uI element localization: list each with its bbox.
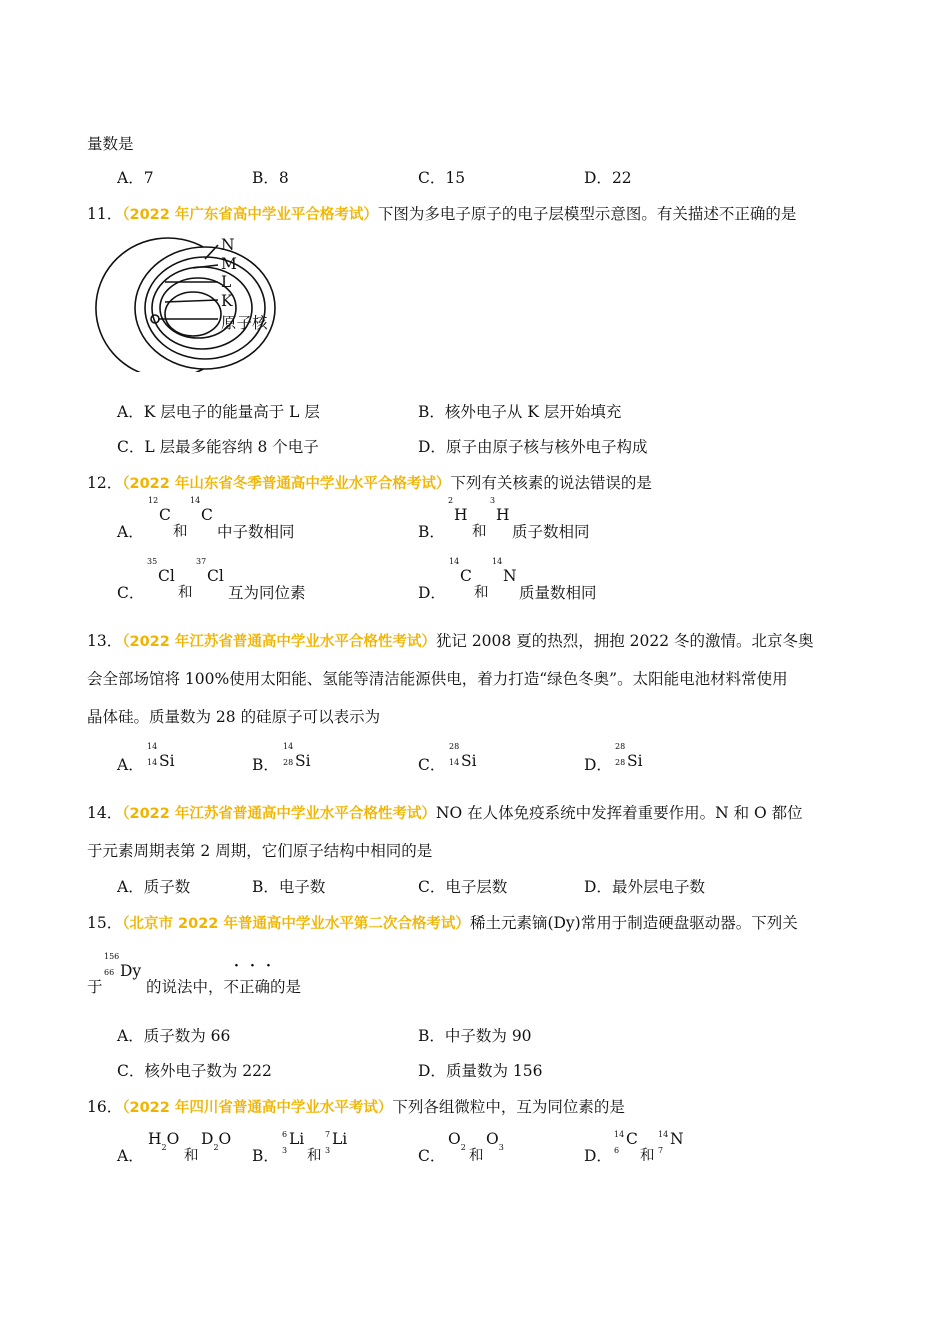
question-number: 11． [87,205,123,223]
q12-d-text: 质量数相同 [519,584,597,602]
emphasis-dot: · [234,958,239,974]
q10-option-c[interactable]: C．15 [418,169,466,187]
q13-header [87,629,814,651]
q12-c-iso1: 35 Cl [147,557,175,585]
q10-option-a[interactable]: A．7 [117,169,154,187]
q13-b-nuclide: 14 28 Si [283,742,311,770]
question-number: 15． [87,914,123,932]
label-nucleus: 原子核 [221,314,268,332]
q13-option-a-letter[interactable]: A． [117,756,144,774]
question-source: （2022 年江苏省普通高中学业水平合格性考试） [122,806,436,822]
q14-option-c[interactable]: C．电子层数 [418,878,508,896]
q13-option-d-letter[interactable]: D． [584,756,612,774]
q13-a-nuclide: 14 14 Si [147,742,175,770]
q12-b-and: 和 [472,524,487,540]
q16-a-formula1: $H_2O$ [148,1130,180,1152]
q16-a-and: 和 [184,1148,199,1164]
q10-option-b[interactable]: B．8 [252,169,289,187]
q12-b-iso1: 2 H [448,496,468,524]
q15-nuclide: 156 66 Dy [104,952,142,980]
q11-option-d[interactable]: D．原子由原子核与核外电子构成 [418,438,648,456]
question-source: （2022 年四川省普通高中学业水平考试） [122,1100,393,1116]
q12-a-iso1: 12 C [148,496,171,524]
label-k: K [221,292,233,310]
q11-option-b[interactable]: B．核外电子从 K 层开始填充 [418,403,622,421]
question-stem: 下列有关核素的说法错误的是 [450,474,652,492]
q16-option-c-letter[interactable]: C． [418,1147,446,1165]
q13-c-nuclide: 28 14 Si [449,742,477,770]
q16-option-d-letter[interactable]: D． [584,1147,612,1165]
q11-option-a[interactable]: A．K 层电子的能量高于 L 层 [117,403,320,421]
q15-option-b[interactable]: B．中子数为 90 [418,1027,532,1045]
q15-stem-prefix: 于 [87,978,103,996]
q16-d-nuclide2: 14 7 N [658,1130,684,1155]
q13-option-b-letter[interactable]: B． [252,756,279,774]
label-n: N [221,236,235,254]
q12-a-iso2: 14 C [190,496,213,524]
question-stem-line1: 稀土元素镝(Dy)常用于制造硬盘驱动器。下列关 [469,914,798,932]
emphasis-dot: · [266,958,271,974]
q12-option-c-letter[interactable]: C． [117,584,145,602]
q16-b-and: 和 [307,1148,322,1164]
q12-d-iso2: 14 N [492,557,517,585]
q12-a-and: 和 [173,524,188,540]
q16-header [87,1095,625,1117]
q13-option-c-letter[interactable]: C． [418,756,446,774]
question-source: （北京市 2022 年普通高中学业水平第二次合格考试） [122,916,470,932]
q16-b-nuclide1: 6 3 Li [282,1130,305,1155]
q12-b-text: 质子数相同 [512,523,590,541]
q16-c-and: 和 [469,1148,484,1164]
q10-option-d[interactable]: D．22 [584,169,632,187]
q14-stem-line2: 于元素周期表第 2 周期，它们原子结构中相同的是 [87,842,433,860]
label-l: L [221,273,232,291]
q12-d-iso1: 14 C [449,557,472,585]
question-number: 16． [87,1098,123,1116]
shell-n [135,247,275,369]
q16-c-formula1: $O_2$ [448,1130,466,1152]
label-m: M [221,255,237,273]
emphasis-not-correct: 不正确 [223,978,271,996]
q12-option-b-letter[interactable]: B． [418,523,445,541]
q16-option-a-letter[interactable]: A． [117,1147,144,1165]
q12-option-a-letter[interactable]: A． [117,523,144,541]
q14-option-a[interactable]: A．质子数 [117,878,191,896]
q13-stem-line3: 晶体硅。质量数为 28 的硅原子可以表示为 [87,708,381,726]
question-number: 13． [87,632,123,650]
question-stem: 下列各组微粒中，互为同位素的是 [392,1098,625,1116]
question-stem: 下图为多电子原子的电子层模型示意图。有关描述不正确的是 [377,205,797,223]
q15-option-d[interactable]: D．质量数为 156 [418,1062,543,1080]
question-stem-line1: 犹记 2008 夏的热烈，拥抱 2022 冬的激情。北京冬奥 [435,632,814,650]
q15-option-a[interactable]: A．质子数为 66 [117,1027,231,1045]
q14-option-b[interactable]: B．电子数 [252,878,326,896]
question-number: 12． [87,474,123,492]
q12-option-d-letter[interactable]: D． [418,584,446,602]
q12-c-and: 和 [178,585,193,601]
q13-d-nuclide: 28 28 Si [615,742,643,770]
q12-header [87,471,652,493]
question-stem-line1: NO 在人体免疫系统中发挥着重要作用。N 和 O 都位 [435,804,803,822]
question-source: （2022 年广东省高中学业平合格考试） [122,207,378,223]
question-source: （2022 年山东省冬季普通高中学业水平合格考试） [122,476,451,492]
q14-header [87,801,803,823]
electron-shell-diagram [85,232,285,372]
q16-d-nuclide1: 14 6 C [614,1130,638,1155]
q16-d-and: 和 [640,1148,655,1164]
q16-c-formula2: $O_3$ [486,1130,504,1152]
q15-option-c[interactable]: C．核外电子数为 222 [117,1062,272,1080]
q16-a-formula2: $D_2O$ [201,1130,232,1152]
q12-c-iso2: 37 Cl [196,557,224,585]
q16-option-b-letter[interactable]: B． [252,1147,279,1165]
q13-stem-line2: 会全部场馆将 100%使用太阳能、氢能等清洁能源供电，着力打造“绿色冬奥”。太阳能电池材料常使用 [87,670,788,688]
q16-b-nuclide2: 7 3 Li [325,1130,348,1155]
q15-header [87,911,798,933]
q12-c-text: 互为同位素 [228,584,306,602]
question-source: （2022 年江苏省普通高中学业水平合格性考试） [122,634,436,650]
q11-header [87,202,796,224]
question-number: 14． [87,804,123,822]
q10-stem-tail: 量数是 [87,135,134,153]
q12-b-iso2: 3 H [490,496,510,524]
q12-a-text: 中子数相同 [217,523,295,541]
q12-d-and: 和 [474,585,489,601]
q14-option-d[interactable]: D．最外层电子数 [584,878,705,896]
emphasis-dot: · [250,958,255,974]
q15-stem-rest: 的说法中，不正确的是 [146,978,302,996]
q11-option-c[interactable]: C．L 层最多能容纳 8 个电子 [117,438,319,456]
